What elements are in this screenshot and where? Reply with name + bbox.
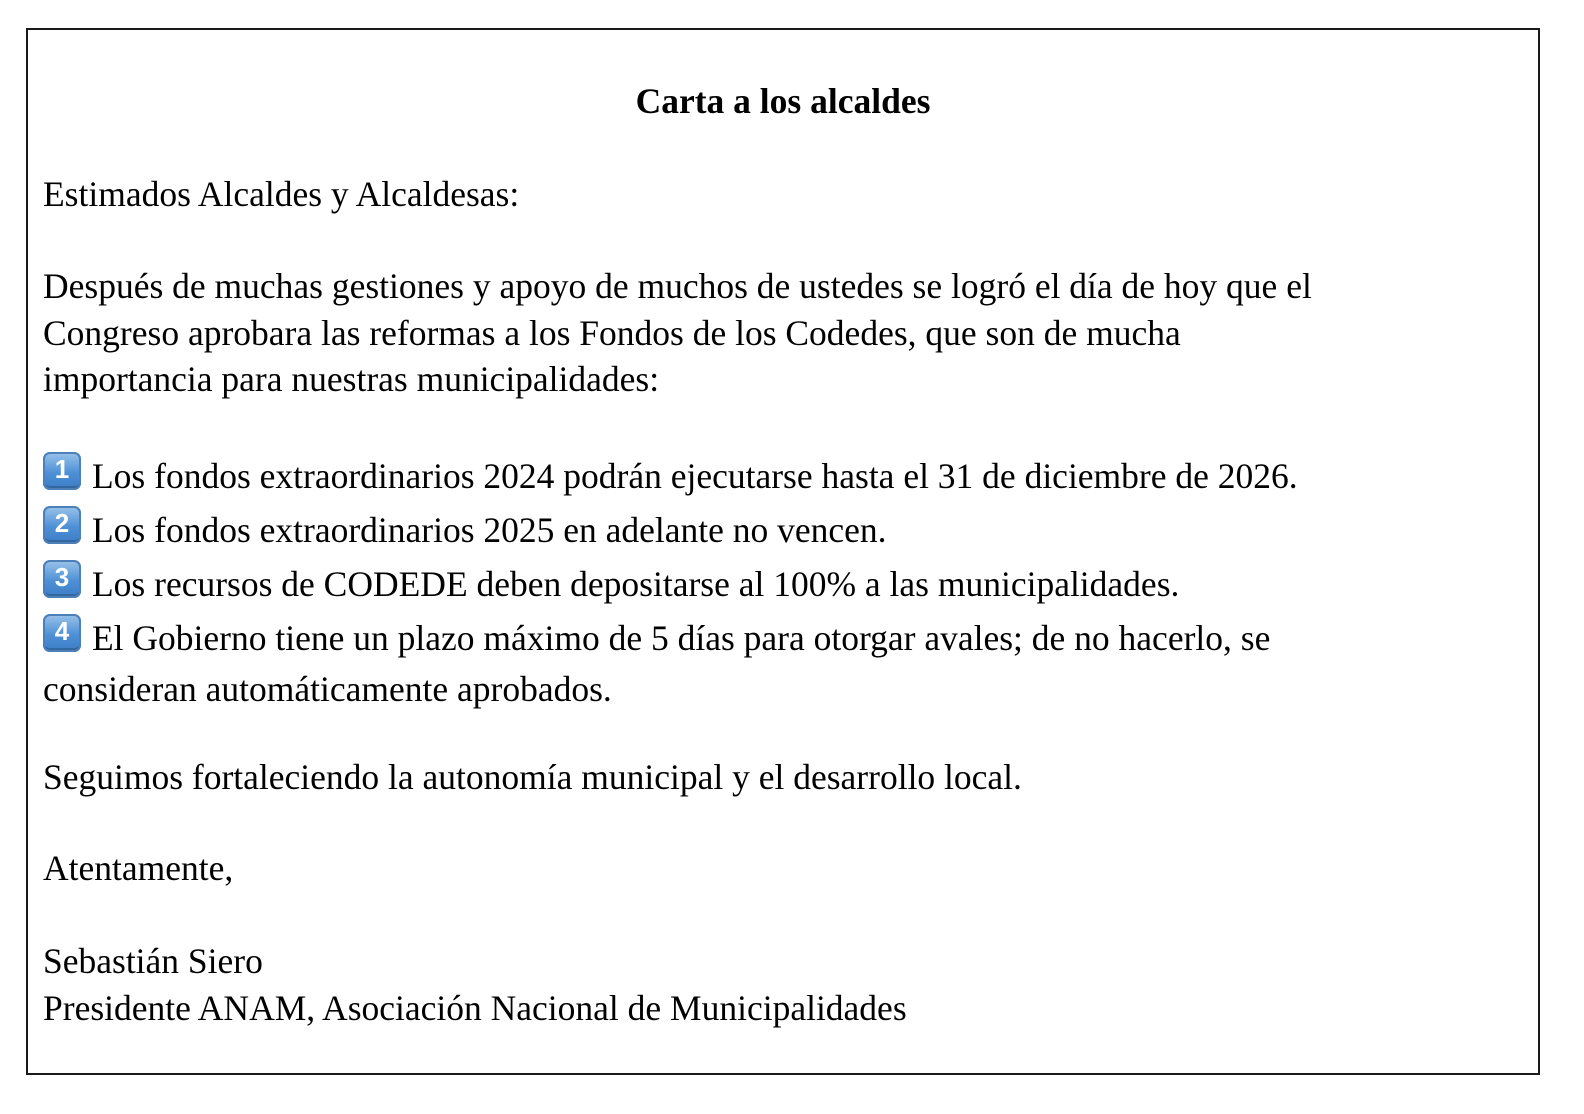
intro-paragraph (43, 263, 1513, 403)
list-item-text: Los fondos extraordinarios 2024 podrán ejecutarse hasta el 31 de diciembre de 2026. (92, 456, 1298, 496)
list-item (43, 611, 1513, 714)
list-item (43, 557, 1513, 611)
list-item (43, 449, 1513, 503)
signoff: Atentamente, (43, 848, 234, 888)
keycap-number-icon (43, 506, 81, 544)
reform-list (43, 449, 1513, 714)
closing-sentence: Seguimos fortaleciendo la autonomía municipal y el desarrollo local. (43, 757, 1022, 797)
signature-block (43, 938, 907, 1032)
keycap-number-icon (43, 560, 81, 598)
intro-line: Congreso aprobara las reformas a los Fondos de los Codedes, que son de mucha (43, 312, 1181, 353)
keycap-number-icon (43, 614, 81, 652)
intro-line: importancia para nuestras municipalidades: (43, 359, 660, 399)
letter-title: Carta a los alcaldes (635, 81, 931, 121)
list-item-text: Los fondos extraordinarios 2025 en adelante no vencen. (92, 510, 887, 550)
intro-line: Después de muchas gestiones y apoyo de muchos de ustedes se logró el día de hoy que el (43, 266, 1312, 306)
keycap-number: 2 (54, 508, 70, 538)
keycap-number: 1 (54, 454, 70, 484)
list-item-continuation: consideran automáticamente aprobados. (43, 669, 612, 709)
keycap-number: 3 (54, 562, 70, 592)
list-item-text: Los recursos de CODEDE deben depositarse al 100% a las municipalidades. (92, 564, 1180, 604)
signer-title: Presidente ANAM, Asociación Nacional de Municipalidades (43, 988, 907, 1028)
keycap-number: 4 (54, 616, 70, 646)
greeting: Estimados Alcaldes y Alcaldesas: (43, 174, 520, 214)
signer-name: Sebastián Siero (43, 941, 263, 981)
keycap-number-icon (43, 452, 81, 490)
list-item-text: El Gobierno tiene un plazo máximo de 5 días para otorgar avales; de no hacerlo, se (92, 618, 1271, 658)
list-item (43, 503, 1513, 557)
